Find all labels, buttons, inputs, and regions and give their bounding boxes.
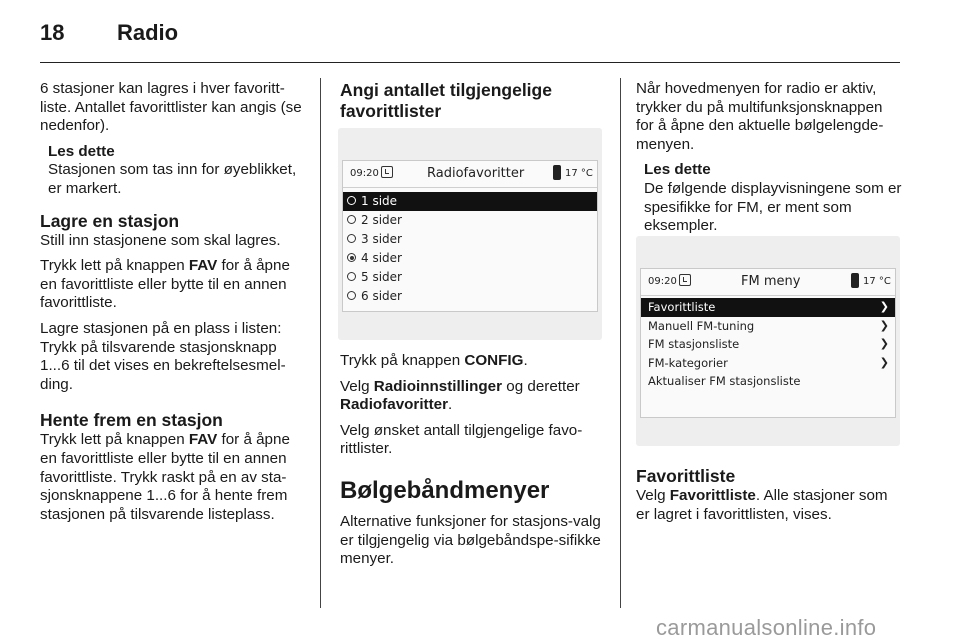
display-time: 09:20 [350, 168, 379, 179]
section-title: Radio [117, 20, 179, 45]
intro-paragraph: 6 stasjoner kan lagres i hver favoritt-liste. Antallet favorittlister kan angis (se nedenfor). [40, 80, 302, 135]
note-box [636, 161, 902, 235]
list-item[interactable]: 6 sider [343, 287, 597, 306]
band-menus-paragraph: Alternative funksjoner for stasjons-valg er tilgjengelig via bølgebåndspe-sifikke menyer. [340, 512, 601, 568]
note-title: Les dette [644, 161, 711, 179]
chevron-right-icon: ❯ [879, 337, 889, 350]
radio-icon [347, 215, 356, 224]
timer-icon [381, 166, 393, 178]
fm-menu-display [640, 268, 896, 418]
radio-display [342, 160, 598, 312]
radio-selected-icon [347, 253, 356, 262]
note-text: De følgende displayvisningene som er spesifikke for FM, er ment som eksempler. [644, 179, 902, 235]
menu-item-categories[interactable]: FM-kategorier ❯ [641, 354, 895, 373]
list-item[interactable]: 1 side [343, 192, 597, 211]
column-right [636, 80, 902, 243]
heading-favourite-count: Angi antallet tilgjengelige favorittlister [340, 80, 552, 121]
chevron-right-icon: ❯ [879, 355, 889, 369]
display-title: FM meny [741, 274, 801, 289]
display-screenshot-radiofavoritter [338, 128, 602, 340]
list-item[interactable]: 5 sider [343, 268, 597, 287]
config-paragraph: Trykk på knappen CONFIG. [340, 352, 528, 369]
column-middle [340, 80, 606, 122]
store-paragraph-3: Lagre stasjonen på en plass i listen: Trykk på tilsvarende stasjonsknapp 1...6 til det vises en bekreftelsesmel-ding. [40, 319, 286, 393]
heading-favourite-list: Favorittliste [636, 466, 736, 486]
fm-menu-list [641, 296, 895, 391]
display-temperature: 17 °C [565, 168, 593, 179]
choose-count-paragraph: Velg ønsket antall tilgjengelige favo-rittlister. [340, 421, 583, 458]
radio-icon [347, 272, 356, 281]
list-item[interactable]: 4 sider [343, 249, 597, 268]
fav-key-label: FAV [188, 257, 218, 275]
heading-recall-station: Hente frem en stasjon [40, 410, 223, 431]
menu-item-update-list[interactable]: Aktualiser FM stasjonsliste [648, 374, 801, 388]
radio-icon [347, 291, 356, 300]
chevron-right-icon: ❯ [879, 300, 889, 313]
page-number: 18 [40, 20, 65, 45]
select-paragraph: Velg Radioinnstillinger og deretter Radiofavoritter. [340, 377, 580, 414]
radio-icon [347, 234, 356, 243]
note-text: Stasjonen som tas inn for øyeblikket, er markert. [48, 161, 297, 197]
heading-band-menus: Bølgebåndmenyer [340, 476, 550, 504]
display-status-bar [343, 161, 597, 188]
timer-icon [679, 274, 691, 286]
column-right-lower [636, 466, 902, 531]
menu-item-manual-tuning[interactable]: Manuell FM-tuning ❯ [641, 317, 895, 336]
header-rule [40, 62, 900, 63]
column-divider [620, 78, 621, 608]
list-item[interactable]: 2 sider [343, 211, 597, 230]
column-middle-lower [340, 352, 606, 576]
fav-key-label: FAV [188, 431, 218, 449]
menu-item-favourites[interactable]: Favorittliste ❯ [641, 298, 895, 317]
favourite-pages-list [343, 188, 597, 306]
store-paragraph-1: Still inn stasjonene som skal lagres. [40, 231, 281, 249]
display-screenshot-fm-meny [636, 236, 900, 446]
menu-item-station-list[interactable]: FM stasjonsliste ❯ [641, 335, 895, 354]
display-title: Radiofavoritter [427, 166, 525, 181]
temperature-icon [851, 273, 859, 288]
radio-icon [347, 196, 356, 205]
display-status-bar [641, 269, 895, 296]
column-divider [320, 78, 321, 608]
temperature-icon [553, 165, 561, 180]
heading-store-station: Lagre en stasjon [40, 210, 180, 231]
config-key-label: CONFIG [464, 352, 524, 369]
recall-paragraph: Trykk lett på knappen FAV for å åpne en favorittliste eller bytte til en annen favorittliste. Trykk raskt på en av sta-sjonsknappene 1...6 for å hente frem stasjonen på tilsvarende listeplass. [40, 431, 290, 523]
column-left [40, 80, 308, 531]
main-menu-paragraph: Når hovedmenyen for radio er aktiv, trykker du på multifunksjonsknappen for å åpne den aktuelle bølgelengde-menyen. [636, 80, 884, 153]
display-time: 09:20 [648, 276, 677, 287]
favourite-list-paragraph: Velg Favorittliste. Alle stasjoner som er lagret i favorittlisten, vises. [636, 487, 888, 523]
store-paragraph-2: Trykk lett på knappen FAV for å åpne en favorittliste eller bytte til en annen favorittliste. [40, 257, 290, 312]
note-box [40, 143, 308, 199]
watermark: carmanualsonline.info [656, 615, 877, 640]
display-temperature: 17 °C [863, 276, 891, 287]
note-title: Les dette [48, 142, 115, 160]
list-item[interactable]: 3 sider [343, 230, 597, 249]
chevron-right-icon: ❯ [879, 318, 889, 332]
